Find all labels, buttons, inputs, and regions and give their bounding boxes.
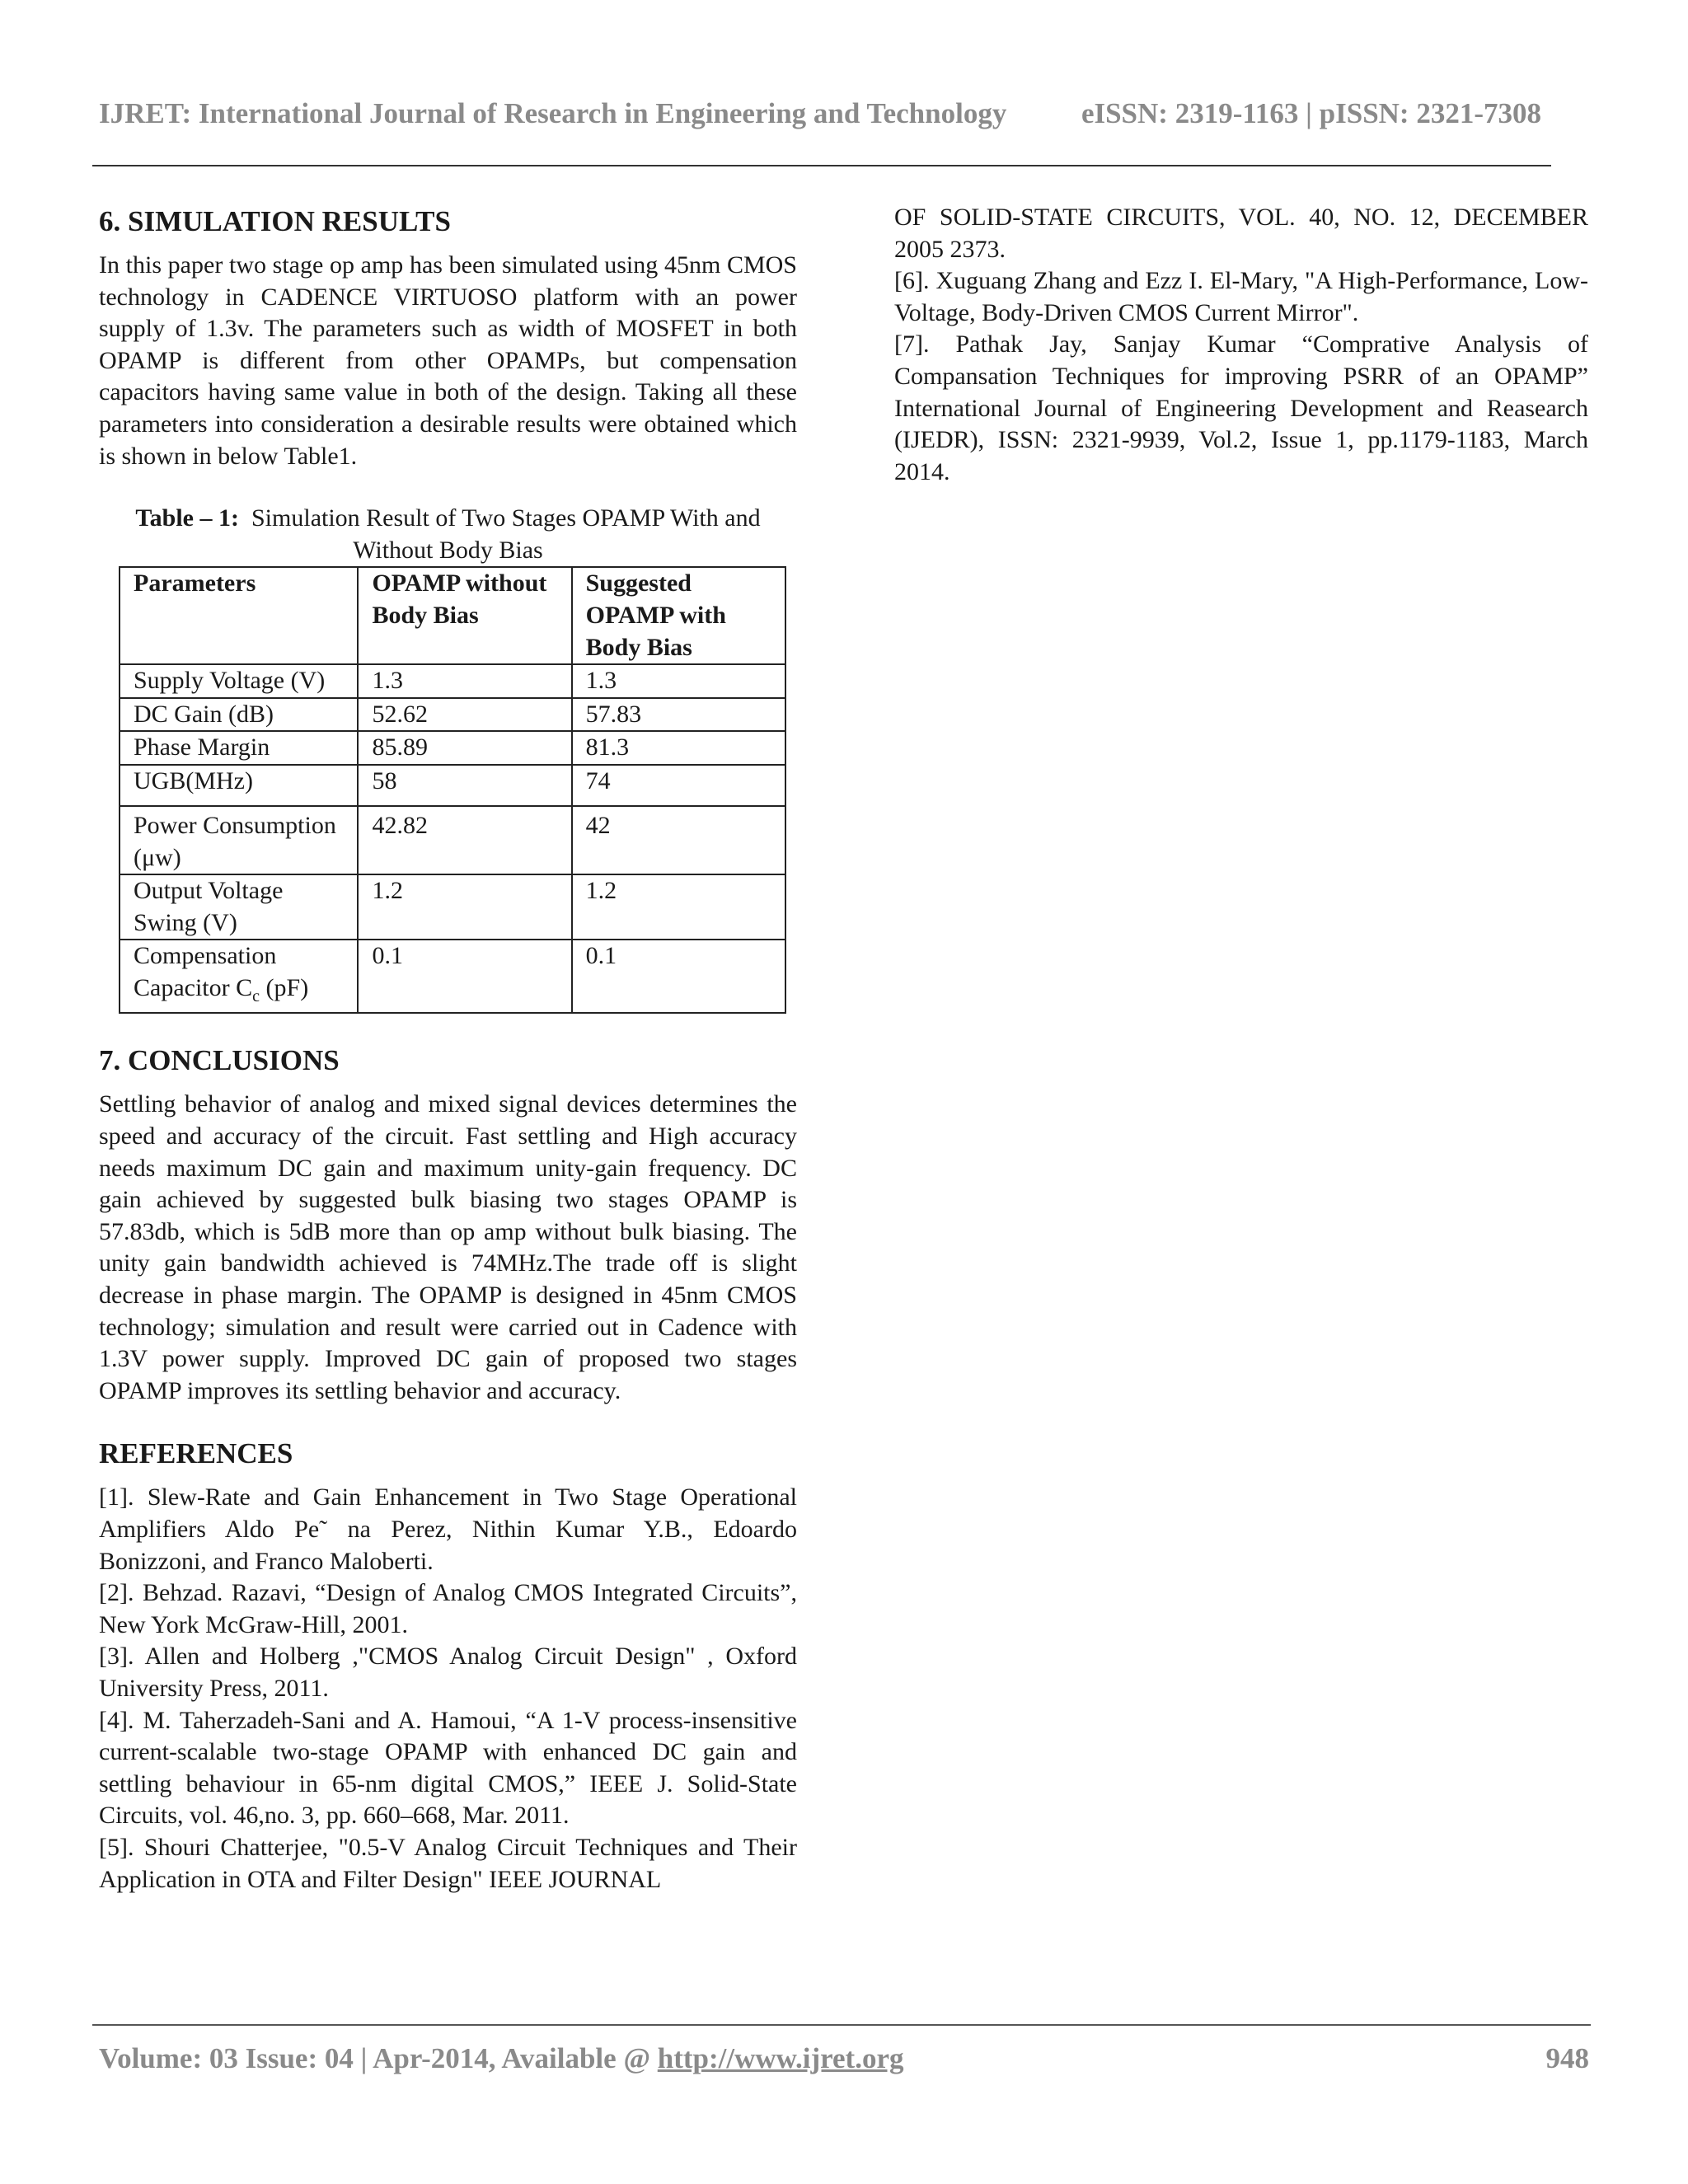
- header-divider: [92, 165, 1551, 166]
- table-cell-param: UGB(MHz): [120, 765, 358, 806]
- table-header-row: [120, 567, 785, 664]
- param-subscript: c: [252, 987, 260, 1005]
- table-header-cell: Suggested OPAMP with Body Bias: [572, 567, 785, 664]
- reference-item: [6]. Xuguang Zhang and Ezz I. El-Mary, "A High-Performance, Low-Voltage, Body-Driven CMOS Current Mirror".: [894, 267, 1588, 326]
- table-caption-label: Table – 1:: [135, 504, 239, 532]
- table-cell-without: 85.89: [358, 731, 571, 765]
- table-cell-without: 52.62: [358, 698, 571, 732]
- section-6-paragraph: In this paper two stage op amp has been simulated using 45nm CMOS technology in CADENCE VIRTUOSO platform with an power supply of 1.3v. The parameters such as width of MOSFET in both OPAMP is different from other OPAMPs, but compensation capacitors having same value in both of the design. Taking all these parameters into consideration a desirable results were obtained which is shown in below Table1.: [99, 251, 797, 470]
- table-cell-without: 1.3: [358, 664, 571, 698]
- table-header-cell: Parameters: [120, 567, 358, 664]
- param-text: Compensation Capacitor C: [134, 942, 277, 1001]
- volume-text: Volume: 03 Issue: 04 | Apr-2014, Available @: [99, 2042, 658, 2074]
- journal-link[interactable]: http://www.ijret.org: [657, 2042, 904, 2074]
- table-cell-without: 0.1: [358, 940, 571, 1013]
- table-row: [120, 698, 785, 732]
- reference-item: [2]. Behzad. Razavi, “Design of Analog CMOS Integrated Circuits”, New York McGraw-Hill, 2001.: [99, 1579, 797, 1638]
- reference-item: [5]. Shouri Chatterjee, "0.5-V Analog Circuit Techniques and Their Application in OTA and Filter Design" IEEE JOURNAL: [99, 1833, 797, 1893]
- table-cell-param: Output Voltage Swing (V): [120, 874, 358, 940]
- results-table: [119, 566, 786, 1014]
- page-number: 948: [1545, 2042, 1589, 2074]
- references-heading: REFERENCES: [99, 1437, 293, 1470]
- param-unit: (pF): [260, 973, 309, 1001]
- table-row: [120, 765, 785, 806]
- table-cell-param: Phase Margin: [120, 731, 358, 765]
- table-cell-param: Power Consumption (μw): [120, 806, 358, 874]
- table-cell-with: 1.3: [572, 664, 785, 698]
- table-cell-with: 74: [572, 765, 785, 806]
- table-cell-with: 42: [572, 806, 785, 874]
- reference-item: [7]. Pathak Jay, Sanjay Kumar “Comprative Analysis of Compansation Techniques for improving PSRR of an OPAMP” International Journal of Engineering Development and Reasearch (IJEDR), ISSN: 2321-9939, Vol.2, Issue 1, pp.1179-1183, March 2014.: [894, 330, 1588, 485]
- table-row: [120, 664, 785, 698]
- section-7-paragraph: Settling behavior of analog and mixed signal devices determines the speed and accuracy of the circuit. Fast settling and High accuracy needs maximum DC gain and maximum unity-gain frequency. DC gain achieved by suggested bulk biasing two stages OPAMP is 57.83db, which is 5dB more than op amp without bulk biasing. The unity gain bandwidth achieved is 74MHz.The trade off is slight decrease in phase margin. The OPAMP is designed in 45nm CMOS technology; simulation and result were carried out in Cadence with 1.3V power supply. Improved DC gain of proposed two stages OPAMP improves its settling behavior and accuracy.: [99, 1090, 797, 1404]
- table-caption-text: Simulation Result of Two Stages OPAMP With and Without Body Bias: [251, 504, 761, 564]
- right-column: [894, 202, 1588, 488]
- table-caption: [99, 503, 797, 566]
- table-cell-param: [120, 940, 358, 1013]
- table-row: [120, 806, 785, 874]
- reference-item-continued: OF SOLID-STATE CIRCUITS, VOL. 40, NO. 12, DECEMBER 2005 2373.: [894, 204, 1588, 263]
- table-cell-with: 81.3: [572, 731, 785, 765]
- table-cell-with: 0.1: [572, 940, 785, 1013]
- volume-info: [99, 2042, 904, 2075]
- reference-item: [4]. M. Taherzadeh-Sani and A. Hamoui, “A 1-V process-insensitive current-scalable two-stage OPAMP with enhanced DC gain and settling behaviour in 65-nm digital CMOS,” IEEE J. Solid-State Circuits, vol. 46,no. 3, pp. 660–668, Mar. 2011.: [99, 1706, 797, 1830]
- table-cell-param: Supply Voltage (V): [120, 664, 358, 698]
- table-cell-with: 57.83: [572, 698, 785, 732]
- journal-name: IJRET: International Journal of Research in Engineering and Technology: [99, 97, 1007, 129]
- table-cell-without: 58: [358, 765, 571, 806]
- table-cell-without: 42.82: [358, 806, 571, 874]
- issn-numbers: eISSN: 2319-1163 | pISSN: 2321-7308: [1081, 97, 1541, 129]
- table-cell-with: 1.2: [572, 874, 785, 940]
- footer-divider: [92, 2024, 1591, 2026]
- table-row: [120, 940, 785, 1013]
- table-cell-without: 1.2: [358, 874, 571, 940]
- reference-item: [1]. Slew-Rate and Gain Enhancement in Two Stage Operational Amplifiers Aldo Pe˜ na Perez, Nithin Kumar Y.B., Edoardo Bonizzoni, and Franco Maloberti.: [99, 1483, 797, 1575]
- table-row: [120, 731, 785, 765]
- table-header-cell: OPAMP without Body Bias: [358, 567, 571, 664]
- running-header: [99, 97, 1541, 147]
- section-6-heading: 6. SIMULATION RESULTS: [99, 205, 451, 237]
- table-row: [120, 874, 785, 940]
- reference-item: [3]. Allen and Holberg ,"CMOS Analog Circuit Design" , Oxford University Press, 2011.: [99, 1643, 797, 1702]
- table-cell-param: DC Gain (dB): [120, 698, 358, 732]
- left-column: [99, 202, 797, 1896]
- section-7-heading: 7. CONCLUSIONS: [99, 1044, 340, 1077]
